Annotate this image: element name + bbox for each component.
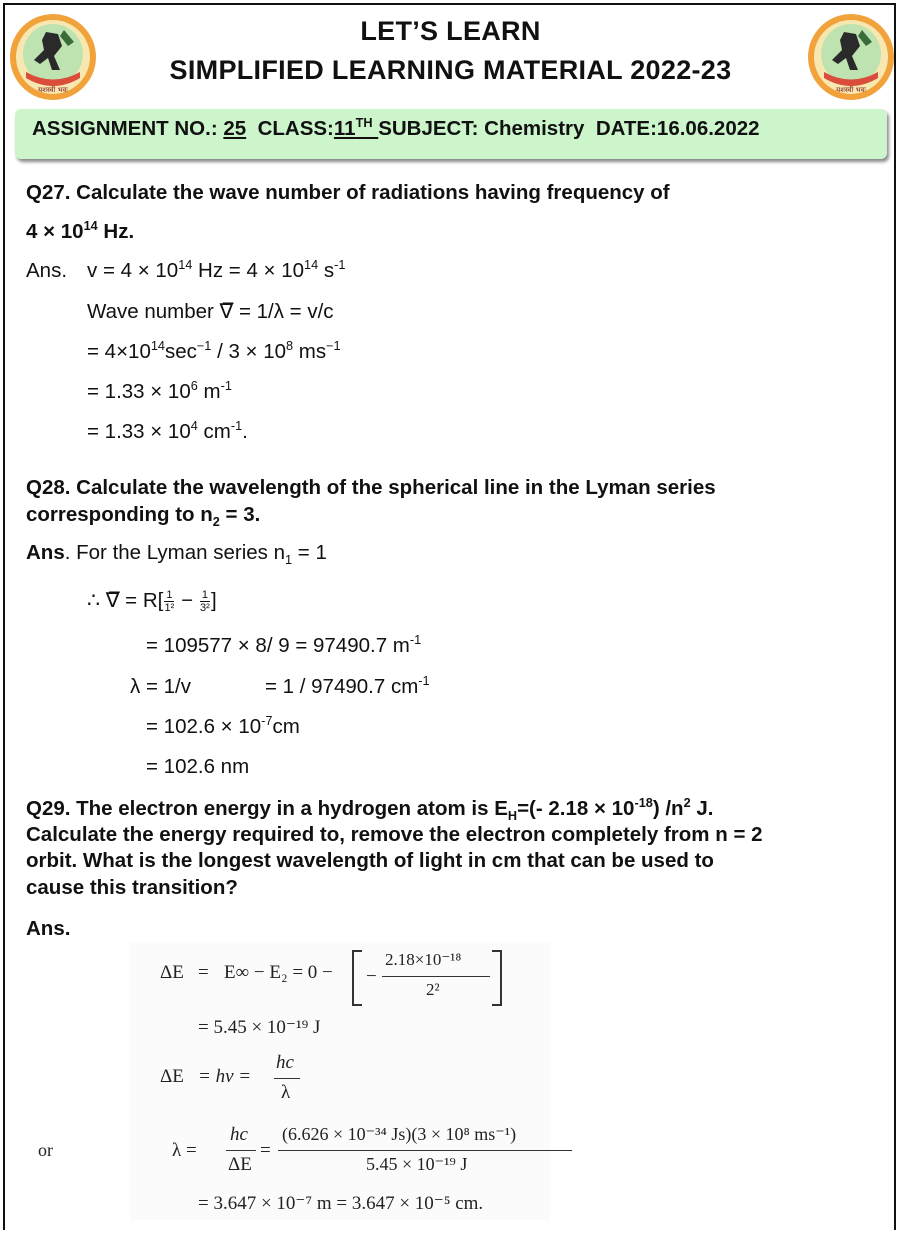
- q28-answer-line: Ans. For the Lyman series $n_1 = 1$: [26, 541, 327, 568]
- q28-lambda-label: λ = 1/v: [130, 675, 191, 698]
- h-nu: = hν =: [198, 1066, 252, 1087]
- q27-question-line1: Q27. Calculate the wave number of radiations having frequency of: [26, 181, 670, 204]
- q28-answer-line4: = $102.6 \times 10^{-7}cm$: [146, 713, 300, 738]
- q29-question-line1: Q29. The electron energy in a hydrogen atom is $E_H=(-$ $2.18 \times 10^{-18}$) $/n^2$ J.: [26, 795, 714, 824]
- page-title: LET’S LEARN: [360, 16, 541, 46]
- q28-question-line2: corresponding to $n_2 = 3$.: [26, 503, 261, 530]
- q27-answer-line2: Wave number ∇̅ = 1/λ = v/c: [87, 300, 334, 323]
- q28-question-line1: Q28. Calculate the wavelength of the spherical line in the Lyman series: [26, 476, 716, 499]
- q29-solution-image: [130, 942, 550, 1220]
- equals-sign-2: =: [260, 1140, 271, 1161]
- assignment-no: 25: [223, 117, 247, 140]
- q27-question-line2: $4 \times 10^{14}$ Hz.: [26, 218, 135, 243]
- svg-text:यशस्वी भवः: यशस्वी भवः: [836, 86, 866, 94]
- q27-answer-line3: = $4\times 10^{14}\sec^{-1} / 3 \times 10^8$ $ms^{-1}$: [87, 338, 341, 363]
- q27-answer-line5: = $1.33 \times 10^4$ $cm^{-1}$.: [87, 418, 248, 443]
- delta-e-label: ΔE: [160, 962, 184, 983]
- delta-e-label-2: ΔE: [160, 1066, 184, 1087]
- fraction2-bar: [274, 1078, 300, 1079]
- hc-numerator: hc: [276, 1052, 294, 1073]
- hc-numerator-2: hc: [230, 1124, 248, 1145]
- assignment-no-label: ASSIGNMENT NO.:: [32, 117, 218, 140]
- equals-sign: =: [198, 962, 209, 983]
- lambda-equals: λ =: [172, 1140, 197, 1161]
- fraction1-numerator: 2.18×10⁻¹⁸: [385, 950, 462, 969]
- fraction1-denominator: 2²: [426, 980, 440, 999]
- big-fraction-numerator: (6.626 × 10⁻³⁴ Js)(3 × 10⁸ ms⁻¹): [282, 1124, 517, 1144]
- q29-question-line2: Calculate the energy required to, remove the electron completely from n = 2: [26, 823, 763, 846]
- q28-answer-line5: = 102.6 nm: [146, 755, 250, 778]
- q27-answer-label: Ans.: [26, 259, 68, 282]
- bracket-left: [352, 950, 362, 1006]
- or-label: or: [38, 1140, 53, 1160]
- q29-answer-label: Ans.: [26, 917, 71, 940]
- fraction1-bar: [382, 976, 490, 977]
- q27-answer-line1: $v = 4 \times 10^{14}$ $Hz = 4 \times 10^{14}$ $s^{-1}$: [87, 257, 346, 282]
- bracket-right: [492, 950, 502, 1006]
- fraction4-bar: [278, 1150, 572, 1151]
- q29-question-line3: orbit. What is the longest wavelength of light in cm that can be used to: [26, 849, 714, 872]
- svg-text:यशस्वी भवः: यशस्वी भवः: [38, 86, 68, 94]
- final-result: = 3.647 × 10⁻⁷ m = 3.647 × 10⁻⁵ cm.: [198, 1193, 484, 1214]
- fraction3-bar: [226, 1150, 256, 1151]
- big-fraction-denominator: 5.45 × 10⁻¹⁹ J: [366, 1154, 468, 1174]
- q28-lambda-value: = 1 / 97490.7 $cm^{-1}$: [265, 673, 430, 698]
- delta-e-denominator: ΔE: [228, 1154, 252, 1175]
- minus-sign: −: [366, 966, 377, 987]
- result-energy: = 5.45 × 10⁻¹⁹ J: [198, 1017, 321, 1038]
- q28-answer-line2: = 109577 × 8/ 9 = 97490.7 $m^{-1}$: [146, 632, 422, 657]
- date: DATE:16.06.2022: [595, 117, 760, 140]
- q29-question-line4: cause this transition?: [26, 876, 238, 899]
- subject: SUBJECT: Chemistry: [378, 117, 585, 140]
- energy-difference: E∞ − E₂ = 0 −: [224, 962, 333, 983]
- q28-wavenumber-formula: ∴ ∇̅ = R[ $\frac{1}{\text{1²}}$ − $\frac{1}{\text{3²}}$ ]: [87, 589, 217, 615]
- q27-answer-line4: = $1.33 \times 10^6$ $m^{-1}$: [87, 378, 232, 403]
- class-value: 11TH: [333, 115, 373, 140]
- class-label: CLASS:: [257, 117, 334, 140]
- assignment-bar: [15, 109, 887, 159]
- page-subtitle: SIMPLIFIED LEARNING MATERIAL 2022-23: [169, 55, 732, 85]
- lambda-denominator: λ: [281, 1082, 291, 1103]
